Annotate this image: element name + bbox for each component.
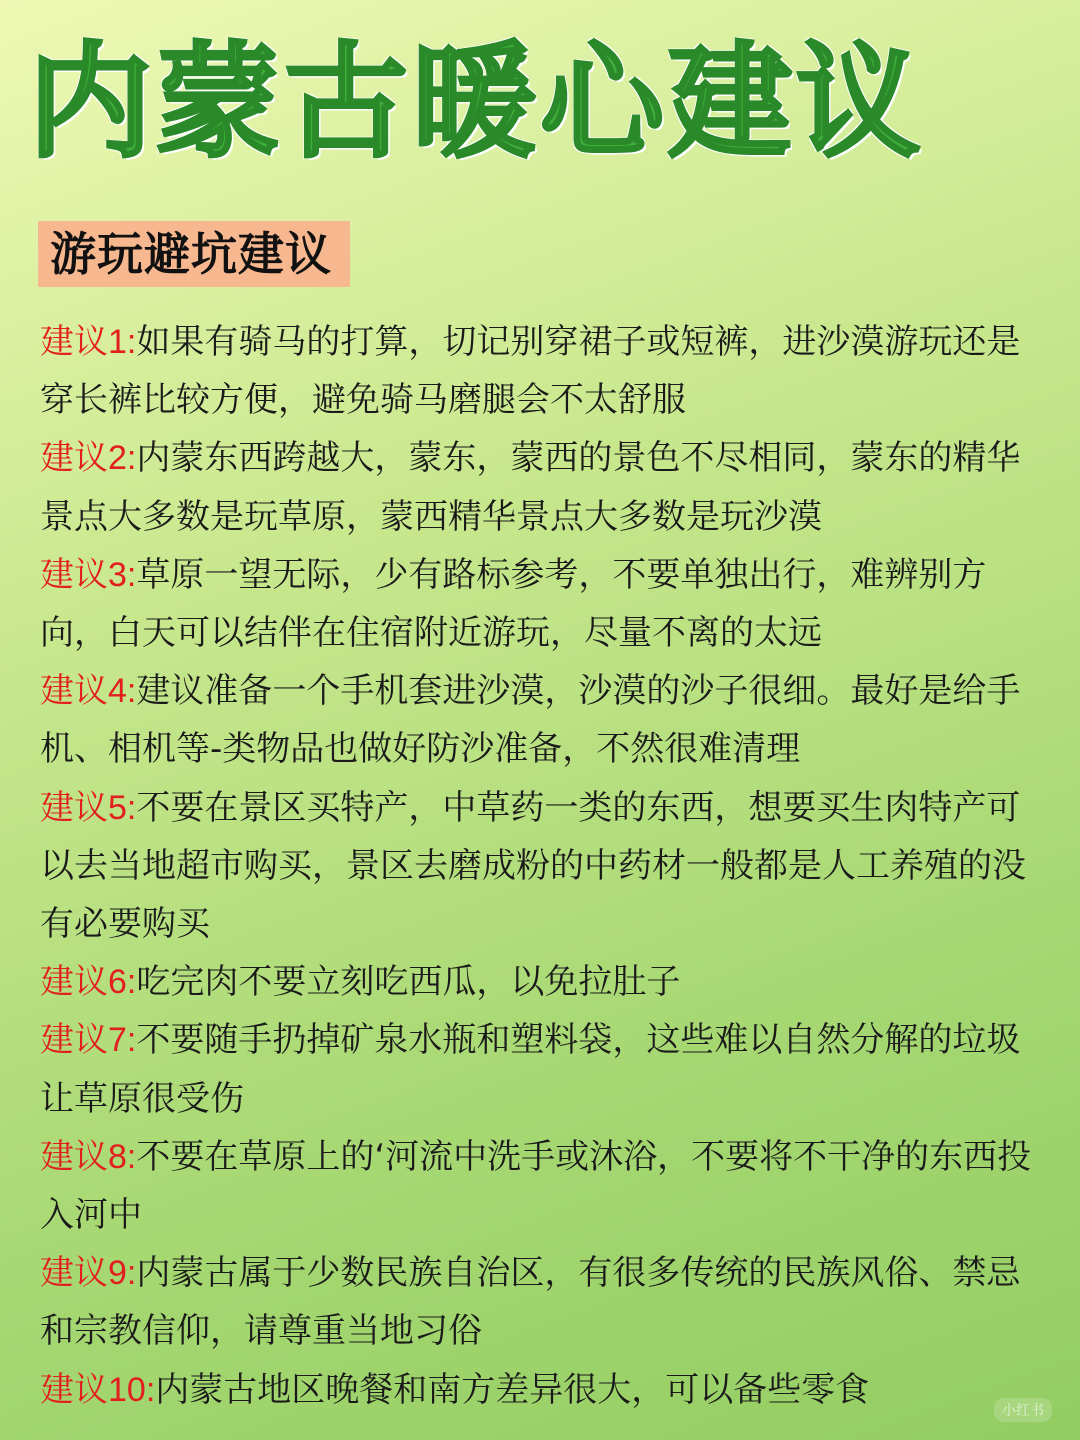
- watermark-logo: 小红书: [994, 1398, 1052, 1422]
- tip-text: 草原一望无际，少有路标参考，不要单独出行，难辨别方向，白天可以结伴在住宿附近游玩，尽量不离的太远: [40, 554, 987, 654]
- tip-text: 不要在景区买特产，中草药一类的东西，想要买生肉特产可以去当地超市购买，景区去磨成粉的中药材一般都是人工养殖的没有必要购买: [40, 787, 1026, 945]
- tip-label: 建议9:: [40, 1254, 137, 1293]
- tip-item: [40, 953, 1050, 1011]
- tip-item: [40, 779, 1050, 954]
- tip-label: 建议1:: [40, 323, 137, 361]
- tip-text: 不要随手扔掉矿泉水瓶和塑料袋，这些难以自然分解的垃圾让草原很受伤: [40, 1020, 1021, 1119]
- tip-item: [40, 546, 1050, 662]
- tip-text: 内蒙古地区晚餐和南方差异很大，可以备些零食: [155, 1369, 870, 1410]
- tip-text: 如果有骑马的打算，切记别穿裙子或短裤，进沙漠游玩还是穿长裤比较方便，避免骑马磨腿会不太舒服: [40, 322, 1021, 421]
- tip-label: 建议4:: [40, 672, 137, 711]
- tip-item: [40, 1244, 1050, 1360]
- tip-item: [40, 1128, 1050, 1244]
- tip-text: 内蒙古属于少数民族自治区，有很多传统的民族风俗、禁忌和宗教信仰，请尊重当地习俗: [40, 1253, 1021, 1352]
- tip-item: [40, 313, 1050, 429]
- tip-text: 不要在草原上的‘河流中洗手或沐浴，不要将不干净的东西投入河中: [40, 1136, 1032, 1236]
- page-title: 内蒙古暖心建议: [28, 31, 925, 175]
- tip-label: 建议3:: [40, 555, 137, 594]
- section-heading: 游玩避坑建议: [38, 221, 350, 287]
- tip-item: [40, 1011, 1050, 1127]
- tip-text: 建议准备一个手机套进沙漠，沙漠的沙子很细。最好是给手机、相机等-类物品也做好防沙准备，不然很难清理: [40, 671, 1021, 770]
- tip-text: 内蒙东西跨越大，蒙东，蒙西的景色不尽相同，蒙东的精华景点大多数是玩草原，蒙西精华景点大多数是玩沙漠: [40, 438, 1021, 537]
- tip-label: 建议2:: [40, 439, 137, 478]
- tip-item: [40, 429, 1050, 545]
- tip-label: 建议6:: [40, 963, 137, 1002]
- tips-list: [40, 313, 1050, 1419]
- tip-label: 建议8:: [40, 1137, 137, 1176]
- tip-text: 吃完肉不要立刻吃西瓜，以免拉肚子: [136, 962, 681, 1003]
- tip-item: [40, 1361, 1050, 1419]
- tip-label: 建议10:: [40, 1370, 156, 1409]
- tip-label: 建议7:: [40, 1021, 137, 1060]
- tip-item: [40, 662, 1050, 778]
- tip-label: 建议5:: [40, 788, 137, 827]
